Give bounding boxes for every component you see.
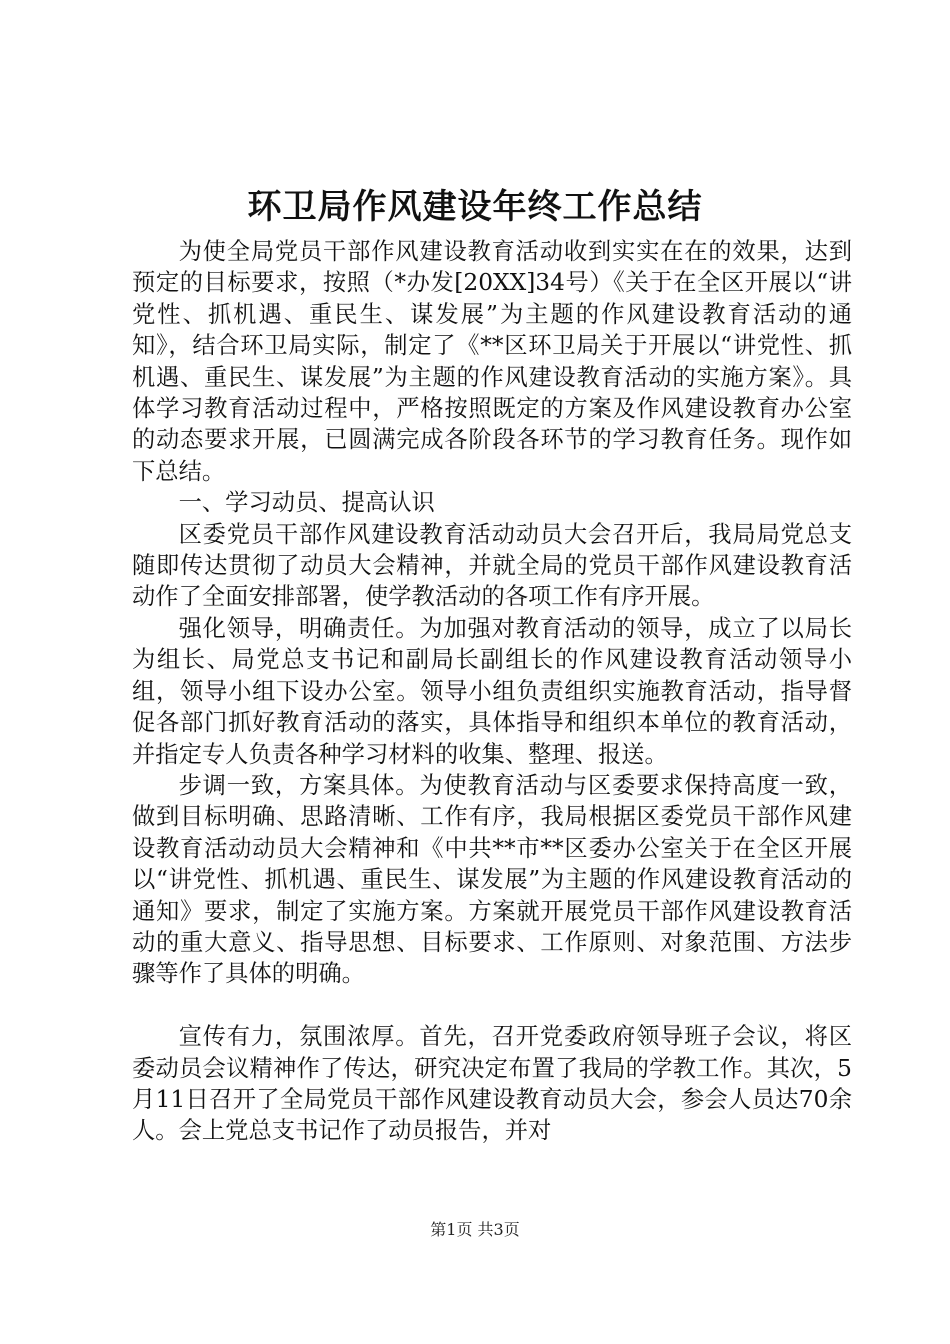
- page-footer: 第1页 共3页: [430, 1220, 520, 1239]
- paragraph-mobilization: 区委党员干部作风建设教育活动动员大会召开后，我局局党总支随即传达贯彻了动员大会精神，并就全局的党员干部作风建设教育活动作了全面安排部署，使学教活动的各项工作有序开展。: [132, 520, 852, 611]
- document-title: 环卫局作风建设年终工作总结: [247, 187, 703, 227]
- document-body: [132, 236, 852, 1147]
- paragraph-leadership: 强化领导，明确责任。为加强对教育活动的领导，成立了以局长为组长、局党总支书记和副局长副组长的作风建设教育活动领导小组，领导小组下设办公室。领导小组负责组织实施教育活动，指导督促各部门抓好教育活动的落实，具体指导和组织本单位的教育活动，并指定专人负责各种学习材料的收集、整理、报送。: [132, 614, 852, 768]
- section-heading: 一、学习动员、提高认识: [178, 489, 435, 517]
- paragraph-plan: 步调一致，方案具体。为使教育活动与区委要求保持高度一致，做到目标明确、思路清晰、工作有序，我局根据区委党员干部作风建设教育活动动员大会精神和《中共**市**区委办公室关于在全区开展以“讲党性、抓机遇、重民生、谋发展”为主题的作风建设教育活动的通知》要求，制定了实施方案。方案就开展党员干部作风建设教育活动的重大意义、指导思想、目标要求、工作原则、对象范围、方法步骤等作了具体的明确。: [132, 771, 852, 988]
- paragraph-intro: 为使全局党员干部作风建设教育活动收到实实在在的效果，达到预定的目标要求，按照（*办发[20XX]34号）《关于在全区开展以“讲党性、抓机遇、重民生、谋发展”为主题的作风建设教育活动的通知》，结合环卫局实际，制定了《**区环卫局关于开展以“讲党性、抓机遇、重民生、谋发展”为主题的作风建设教育活动的实施方案》。具体学习教育活动过程中，严格按照既定的方案及作风建设教育办公室的动态要求开展，已圆满完成各阶段各环节的学习教育任务。现作如下总结。: [132, 238, 852, 485]
- paragraph-publicity: 宣传有力，氛围浓厚。首先，召开党委政府领导班子会议，将区委动员会议精神作了传达，研究决定布置了我局的学教工作。其次，5月11日召开了全局党员干部作风建设教育动员大会，参会人员达70余人。会上党总支书记作了动员报告，并对: [132, 1023, 852, 1145]
